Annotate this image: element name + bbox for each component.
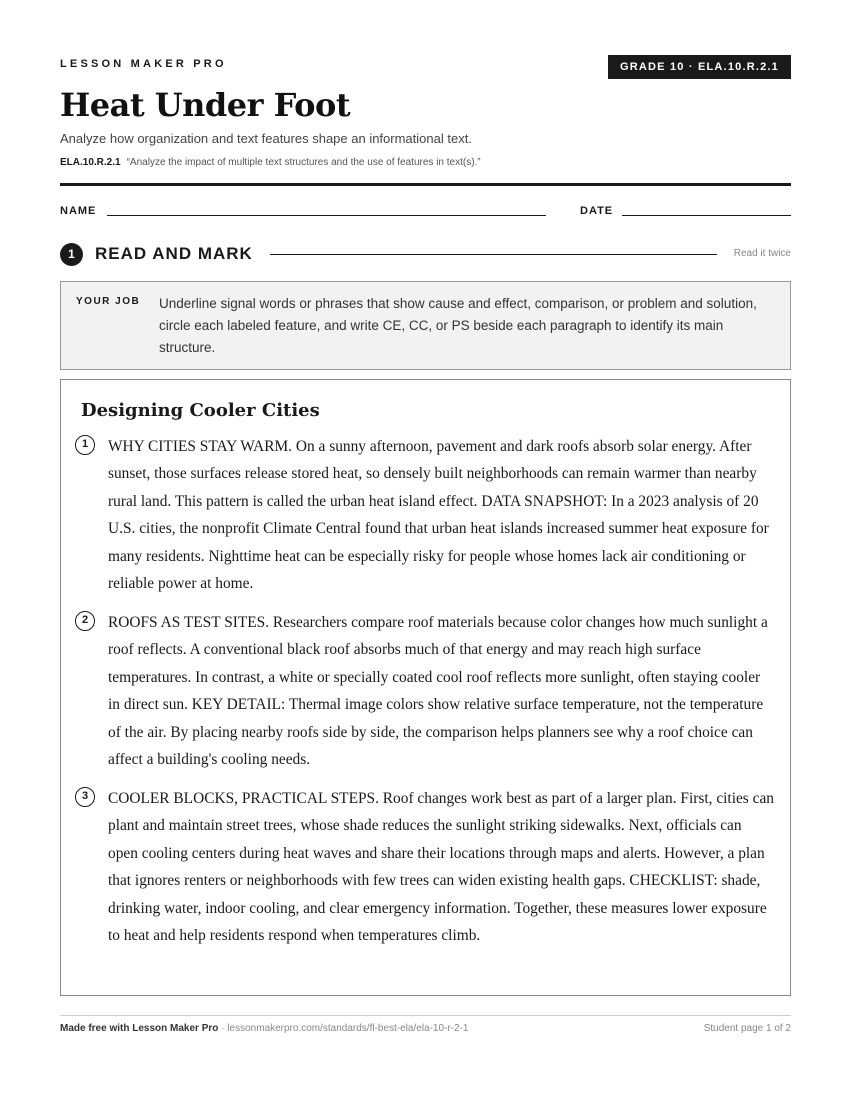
- passage-title: Designing Cooler Cities: [81, 400, 320, 421]
- page-number: Student page 1 of 2: [703, 1023, 791, 1034]
- paragraph-number-badge: 1: [75, 435, 95, 455]
- reading-passage: [60, 379, 791, 996]
- instructions-box: [60, 281, 791, 370]
- paragraph-number-badge: 3: [75, 787, 95, 807]
- section-hint: Read it twice: [733, 248, 791, 259]
- instructions-label: YOUR JOB: [76, 296, 141, 307]
- paragraph-text: ROOFS AS TEST SITES. Researchers compare roof materials because color changes how much sunlight a roof reflects. A conventional black roof absorbs much of that energy and may reach high surface temperatures. In contrast, a white or specially coated cool roof reflects more sunlight, often staying cooler in direct sun. KEY DETAIL: Thermal image colors show relative surface temperature, not the temperature of the air. By placing nearby roofs side by side, the comparison helps planners see why a roof choice can affect a building's cooling needs.: [108, 614, 768, 769]
- name-field[interactable]: [107, 215, 546, 216]
- date-field[interactable]: [622, 215, 791, 216]
- standard-text: “Analyze the impact of multiple text structures and the use of features in text(s).”: [126, 157, 481, 168]
- standard-code: ELA.10.R.2.1: [60, 157, 121, 168]
- section-title: READ AND MARK: [95, 244, 253, 263]
- paragraph-number-badge: 2: [75, 611, 95, 631]
- name-label: NAME: [60, 205, 97, 217]
- standard-line: [60, 157, 481, 168]
- grade-badge: GRADE 10 · ELA.10.R.2.1: [608, 55, 791, 79]
- footer-made-with: Made free with Lesson Maker Pro: [60, 1023, 219, 1034]
- footer-url[interactable]: lessonmakerpro.com/standards/fl-best-ela/ela-10-r-2-1: [227, 1023, 469, 1034]
- worksheet-page: [60, 0, 791, 1100]
- date-label: DATE: [580, 205, 614, 217]
- footer-divider: [60, 1015, 791, 1016]
- paragraph-text: WHY CITIES STAY WARM. On a sunny afternoon, pavement and dark roofs absorb solar energy. After sunset, those surfaces release stored heat, so densely built neighborhoods can remain warmer than nearby rural land. This pattern is called the urban heat island effect. DATA SNAPSHOT: In a 2023 analysis of 20 U.S. cities, the nonprofit Climate Central found that urban heat islands increased summer heat exposure for many residents. Nighttime heat can be especially risky for people whose homes lack air conditioning or reliable power at home.: [108, 438, 769, 593]
- footer-separator: ·: [218, 1023, 228, 1034]
- paragraph-text: COOLER BLOCKS, PRACTICAL STEPS. Roof changes work best as part of a larger plan. First, cities can plant and maintain street trees, whose shade reduces the sunlight striking sidewalks. Next, officials can open cooling centers during heat waves and share their locations through maps and alerts. However, a plan that ignores renters or neighborhoods with few trees can widen existing health gaps. CHECKLIST: shade, drinking water, indoor cooling, and clear emergency information. Together, these measures lower exposure to heat and help residents respond when temperatures climb.: [108, 790, 774, 945]
- section-rule: [270, 254, 717, 255]
- page-title: Heat Under Foot: [60, 86, 351, 124]
- section-number-badge: 1: [60, 243, 83, 266]
- page-subtitle: Analyze how organization and text features shape an informational text.: [60, 131, 472, 146]
- footer-credit: [60, 1023, 469, 1034]
- brand-name: LESSON MAKER PRO: [60, 58, 227, 70]
- instructions-text: Underline signal words or phrases that show cause and effect, comparison, or problem and solution, circle each labeled feature, and write CE, CC, or PS beside each paragraph to identify its main structure.: [159, 296, 757, 355]
- header-divider: [60, 183, 791, 186]
